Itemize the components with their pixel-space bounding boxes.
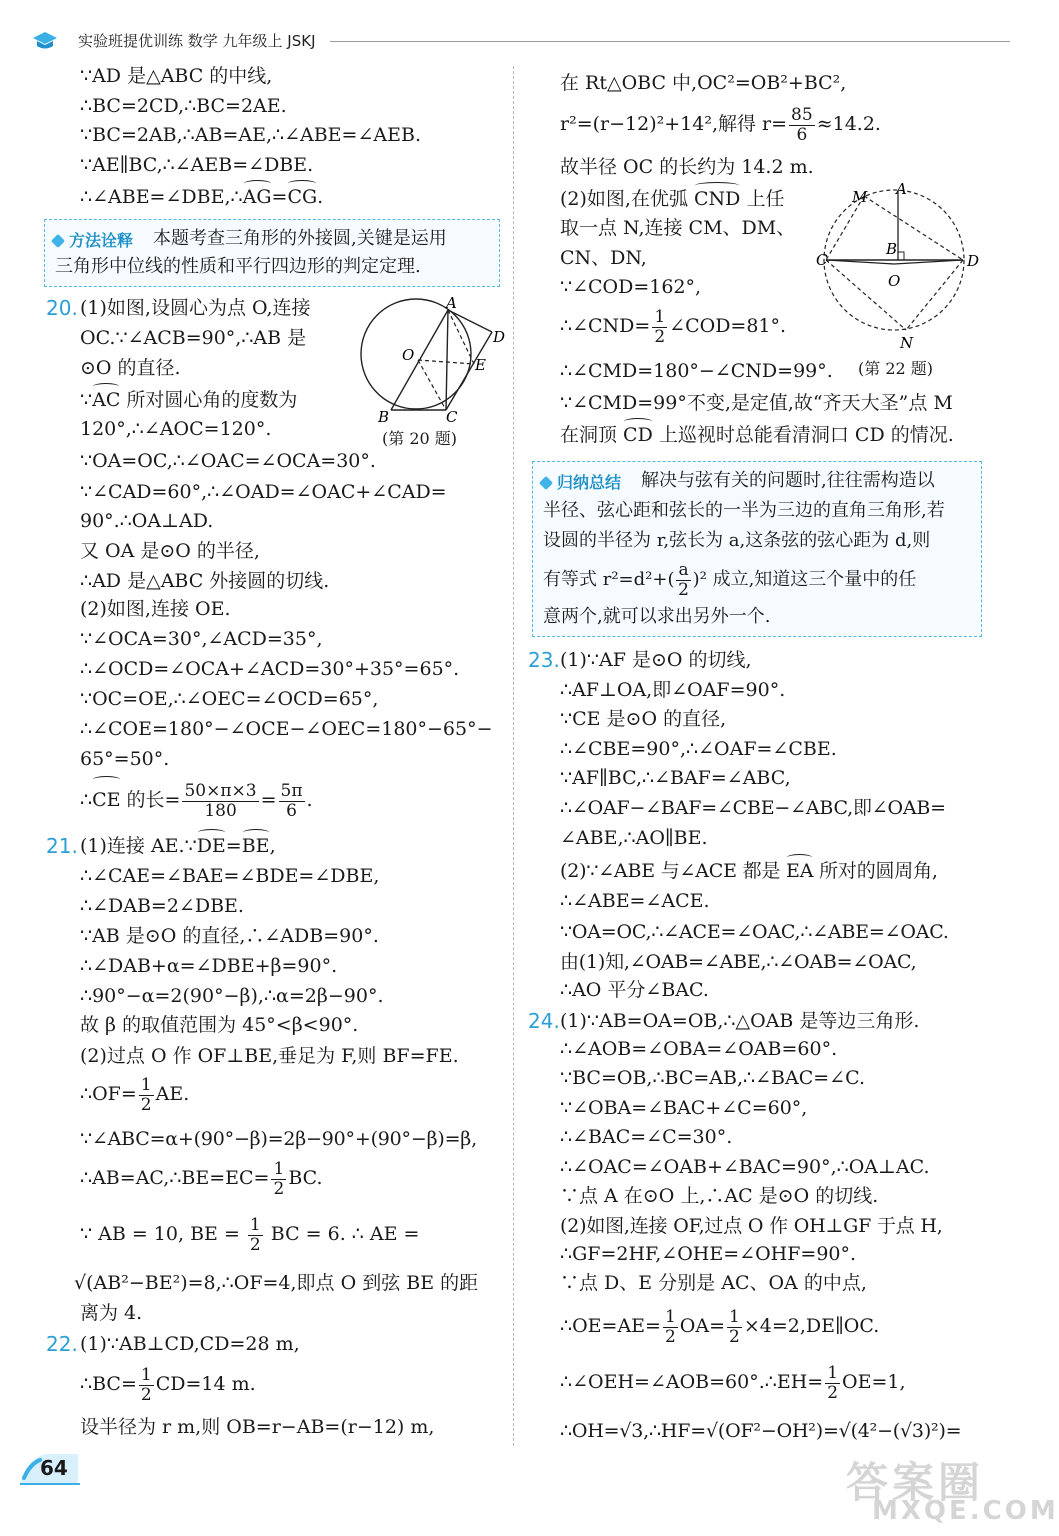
text-line: (1)∵AB⊥CD,CD=28 m, [80, 1333, 300, 1355]
text-line: ∴BC=2CD,∴BC=2AE. [80, 95, 287, 117]
text-line: ∴∠CMD=180°−∠CND=99°. [560, 360, 833, 382]
text-line: (2)如图,连接 OF,过点 O 作 OH⊥GF 于点 H, [560, 1215, 943, 1237]
text-line: ∴BC= $\frac{1}{2}$ CD=14 m. [80, 1364, 256, 1405]
text-line: ∴∠DAB=2∠DBE. [80, 895, 244, 917]
question-number: 24. [528, 1009, 560, 1033]
book-logo-icon [30, 28, 60, 52]
note-line: 半径、弦心距和弦长的一半为三边的直角三角形,若 [543, 500, 945, 521]
text-line: 在 Rt△OBC 中,OC²=OB²+BC², [560, 72, 847, 94]
book-title: 实验班提优训练 数学 九年级上 JSKJ [78, 32, 316, 50]
text-line: ∴∠AOB=∠OBA=∠OAB=60°. [560, 1038, 838, 1060]
text-line: 120°,∴∠AOC=120°. [80, 418, 272, 440]
arc-notation: CND [694, 188, 741, 210]
fig20-label-C: C [446, 408, 458, 426]
text-line: ∵ AB = 10, BE = $\frac{1}{2}$ BC = 6. ∴ AE = [80, 1214, 420, 1255]
text-line: ∵∠CMD=99°不变,是定值,故“齐天大圣”点 M [560, 392, 953, 414]
figure-20-caption: (第 20 题) [382, 429, 458, 448]
fig22-label-O: O [888, 272, 901, 290]
text-line: ∴∠DAB+α=∠DBE+β=90°. [80, 955, 338, 977]
text-line: ∵AD 是△ABC 的中线, [80, 65, 273, 87]
note-line: 三角形中位线的性质和平行四边形的判定定理. [55, 256, 421, 277]
figure-22-diagram [816, 182, 988, 352]
fraction: $\frac{1}{2}$ [140, 1364, 152, 1405]
text-line: 90°.∴OA⊥AD. [80, 510, 214, 532]
fraction: $\frac{1}{2}$ [654, 306, 666, 347]
text-line: (2)∵∠ABE 与∠ACE 都是 EA 所对的圆周角, [560, 860, 938, 882]
arc-notation: CE [92, 780, 120, 820]
text-line: (1)∵AF 是⊙O 的切线, [560, 649, 752, 671]
text-line: ∵CE 是⊙O 的直径, [560, 708, 727, 730]
text-line: ∵AB 是⊙O 的直径,∴∠ADB=90°. [80, 925, 379, 947]
text-line: (1)如图,设圆心为点 O,连接 [80, 297, 311, 319]
fig20-label-E: E [475, 356, 486, 374]
text-line: r²=(r−12)²+14²,解得 r= $\frac{85}{6}$ ≈14.2. [560, 104, 881, 145]
text-line: ∴∠OAC=∠OAB+∠BAC=90°,∴OA⊥AC. [560, 1156, 930, 1178]
text-line: ∴90°−α=2(90°−β),∴α=2β−90°. [80, 985, 384, 1007]
text-line: (2)过点 O 作 OF⊥BE,垂足为 F,则 BF=FE. [80, 1045, 459, 1067]
text-line: 取一点 N,连接 CM、DM、 [560, 217, 796, 239]
text-line: ∴∠ABE=∠ACE. [560, 890, 710, 912]
question-number: 21. [46, 834, 78, 858]
text-line: (1)∵AB=OA=OB,∴△OAB 是等边三角形. [560, 1010, 920, 1032]
fraction: $\frac{5\pi}{6}$ [280, 780, 303, 821]
fig22-label-M: M [852, 188, 868, 206]
text-line: ∵OC=OE,∴∠OEC=∠OCD=65°, [80, 688, 379, 710]
arc-notation: AC [92, 389, 121, 411]
text-line: ∴OH=√3,∴HF=√(OF²−OH²)=√(4²−(√3)²)= [560, 1420, 962, 1442]
note-marker-icon [539, 476, 553, 490]
text-line: ∵∠OBA=∠BAC+∠C=60°, [560, 1097, 808, 1119]
text-line: (1)连接 AE.∵DE=BE, [80, 835, 276, 857]
summary-tag: 归纳总结 [541, 470, 621, 493]
text-line: ∵BC=OB,∴BC=AB,∴∠BAC=∠C. [560, 1067, 865, 1089]
note-line: 解决与弦有关的问题时,往往需构造以 [641, 470, 935, 491]
text-line: ∴∠OAF−∠BAF=∠CBE−∠ABC,即∠OAB= [560, 797, 946, 819]
text-line: ∵AF∥BC,∴∠BAF=∠ABC, [560, 767, 791, 789]
question-number: 20. [46, 296, 78, 320]
fraction: $\frac{1}{2}$ [827, 1362, 839, 1403]
text-line: ∵∠COD=162°, [560, 276, 702, 298]
text-line: ∴∠OEH=∠AOB=60°.∴EH= $\frac{1}{2}$ OE=1, [560, 1362, 906, 1403]
text-line: ∵AC 所对圆心角的度数为 [80, 389, 298, 411]
text-line: ∴∠COE=180°−∠OCE−∠OEC=180°−65°− [80, 718, 493, 740]
text-line: ∠ABE,∴AO∥BE. [560, 827, 708, 849]
text-span: = [271, 186, 288, 208]
arc-notation: CG [287, 186, 318, 208]
column-divider [513, 66, 514, 1446]
text-line: ∴∠OCD=∠OCA+∠ACD=30°+35°=65°. [80, 658, 460, 680]
text-line: OC.∵∠ACB=90°,∴AB 是 [80, 327, 307, 349]
text-line: 65°=50°. [80, 748, 170, 770]
summary-note-box [532, 461, 982, 637]
arc-notation: CD [623, 424, 653, 446]
text-line: ∵AE∥BC,∴∠AEB=∠DBE. [80, 154, 314, 176]
fig20-label-B: B [378, 408, 390, 426]
arc-notation: DE [196, 835, 226, 857]
text-line: ∴AO 平分∠BAC. [560, 979, 709, 1001]
text-line: ∵OA=OC,∴∠OAC=∠OCA=30°. [80, 450, 376, 472]
text-line: 设半径为 r m,则 OB=r−AB=(r−12) m, [80, 1416, 435, 1438]
fig20-label-O: O [402, 346, 415, 364]
fraction: $\frac{1}{2}$ [249, 1214, 261, 1255]
question-number: 22. [46, 1332, 78, 1356]
text-line: ∵∠ABC=α+(90°−β)=2β−90°+(90°−β)=β, [80, 1128, 477, 1150]
figure-22-caption: (第 22 题) [858, 359, 934, 378]
fig22-label-A: A [896, 180, 907, 198]
text-line: 又 OA 是⊙O 的半径, [80, 540, 260, 562]
note-line: 设圆的半径为 r,弦长为 a,这条弦的弦心距为 d,则 [543, 530, 931, 551]
text-line: ∴AD 是△ABC 外接圆的切线. [80, 570, 330, 592]
header-rule [330, 41, 1010, 42]
text-line: √(AB²−BE²)=8,∴OF=4,即点 O 到弦 BE 的距 [74, 1272, 479, 1294]
fraction: $\frac{50\times\pi\times 3}{180}$ [184, 780, 257, 821]
method-note-box [44, 219, 500, 287]
text-line: 故 β 的取值范围为 45°<β<90°. [80, 1014, 359, 1036]
text-line: ∴∠CND= $\frac{1}{2}$ ∠COD=81°. [560, 306, 787, 347]
fig22-label-C: C [816, 251, 828, 269]
figure-20-diagram [356, 294, 506, 434]
text-line: ∵点 D、E 分别是 AC、OA 的中点, [560, 1272, 867, 1294]
watermark-line-1: 答案圈 [846, 1458, 985, 1507]
text-line: ∴∠CBE=90°,∴∠OAF=∠CBE. [560, 738, 837, 760]
fraction: $\frac{85}{6}$ [791, 104, 813, 145]
note-line: 意两个,就可以求出另外一个. [543, 606, 771, 627]
note-marker-icon [51, 234, 65, 248]
text-line: ∵∠CAD=60°,∴∠OAD=∠OAC+∠CAD= [80, 481, 447, 503]
fig22-label-D: D [967, 252, 980, 270]
text-span: ∴∠ABE=∠DBE,∴ [80, 186, 243, 208]
note-line: 有等式 r²=d²+( $\frac{a}{2}$ )² 成立,知道这三个量中的任 [543, 559, 917, 600]
fraction: $\frac{1}{2}$ [273, 1158, 285, 1199]
text-line: ∴∠CAE=∠BAE=∠BDE=∠DBE, [80, 865, 380, 887]
arc-notation: BE [241, 835, 270, 857]
text-line [80, 184, 323, 210]
text-line: ∵∠OCA=30°,∠ACD=35°, [80, 628, 323, 650]
method-tag: 方法诠释 [53, 228, 133, 251]
text-line: (2)如图,在优弧 CND 上任 [560, 188, 785, 210]
text-line: (2)如图,连接 OE. [80, 598, 231, 620]
question-number: 23. [528, 648, 560, 672]
text-line: ∵BC=2AB,∴AB=AE,∴∠ABE=∠AEB. [80, 124, 421, 146]
fig20-label-D: D [493, 328, 506, 346]
text-line: ∴AB=AC,∴BE=EC= $\frac{1}{2}$ BC. [80, 1158, 323, 1199]
text-line: ∵OA=OC,∴∠ACE=∠OAC,∴∠ABE=∠OAC. [560, 921, 949, 943]
text-line: 由(1)知,∠OAB=∠ABE,∴∠OAB=∠OAC, [560, 951, 917, 973]
fig22-label-N: N [900, 334, 914, 352]
arc-notation: EA [786, 860, 814, 882]
text-line: 离为 4. [80, 1302, 143, 1324]
text-line: ∵点 A 在⊙O 上,∴AC 是⊙O 的切线. [560, 1185, 879, 1207]
fig20-label-A: A [446, 294, 457, 312]
text-span: . [317, 186, 324, 208]
text-line: 在洞顶 CD 上巡视时总能看清洞口 CD 的情况. [560, 424, 954, 446]
watermark [842, 1448, 1059, 1528]
page-number: 64 [18, 1448, 82, 1488]
page-header [30, 28, 1010, 52]
watermark-line-2: MXQE.COM [872, 1496, 1059, 1526]
text-line: CN、DN, [560, 247, 647, 269]
text-line: ⊙O 的直径. [80, 357, 181, 379]
arc-notation: AG [242, 186, 272, 208]
fraction: $\frac{1}{2}$ [140, 1074, 152, 1115]
text-line: ∴OE=AE= $\frac{1}{2}$ OA= $\frac{1}{2}$ ×4=2,DE∥OC. [560, 1306, 880, 1347]
text-line: ∴AF⊥OA,即∠OAF=90°. [560, 679, 786, 701]
text-line: 故半径 OC 的长约为 14.2 m. [560, 156, 814, 178]
text-line: ∴OF= $\frac{1}{2}$ AE. [80, 1074, 190, 1115]
fraction: $\frac{1}{2}$ [729, 1306, 740, 1347]
fig22-label-B: B [886, 240, 898, 258]
fraction: $\frac{1}{2}$ [664, 1306, 676, 1347]
fraction: $\frac{a}{2}$ [678, 559, 689, 600]
text-line: ∴∠BAC=∠C=30°. [560, 1126, 733, 1148]
text-line: ∴CE 的长= $\frac{50\times\pi\times 3}{180}$ = $\frac{5\pi}{6}$ . [80, 780, 313, 821]
note-line: 本题考查三角形的外接圆,关键是运用 [153, 228, 447, 249]
text-line: ∴GF=2HF,∠OHE=∠OHF=90°. [560, 1243, 857, 1265]
